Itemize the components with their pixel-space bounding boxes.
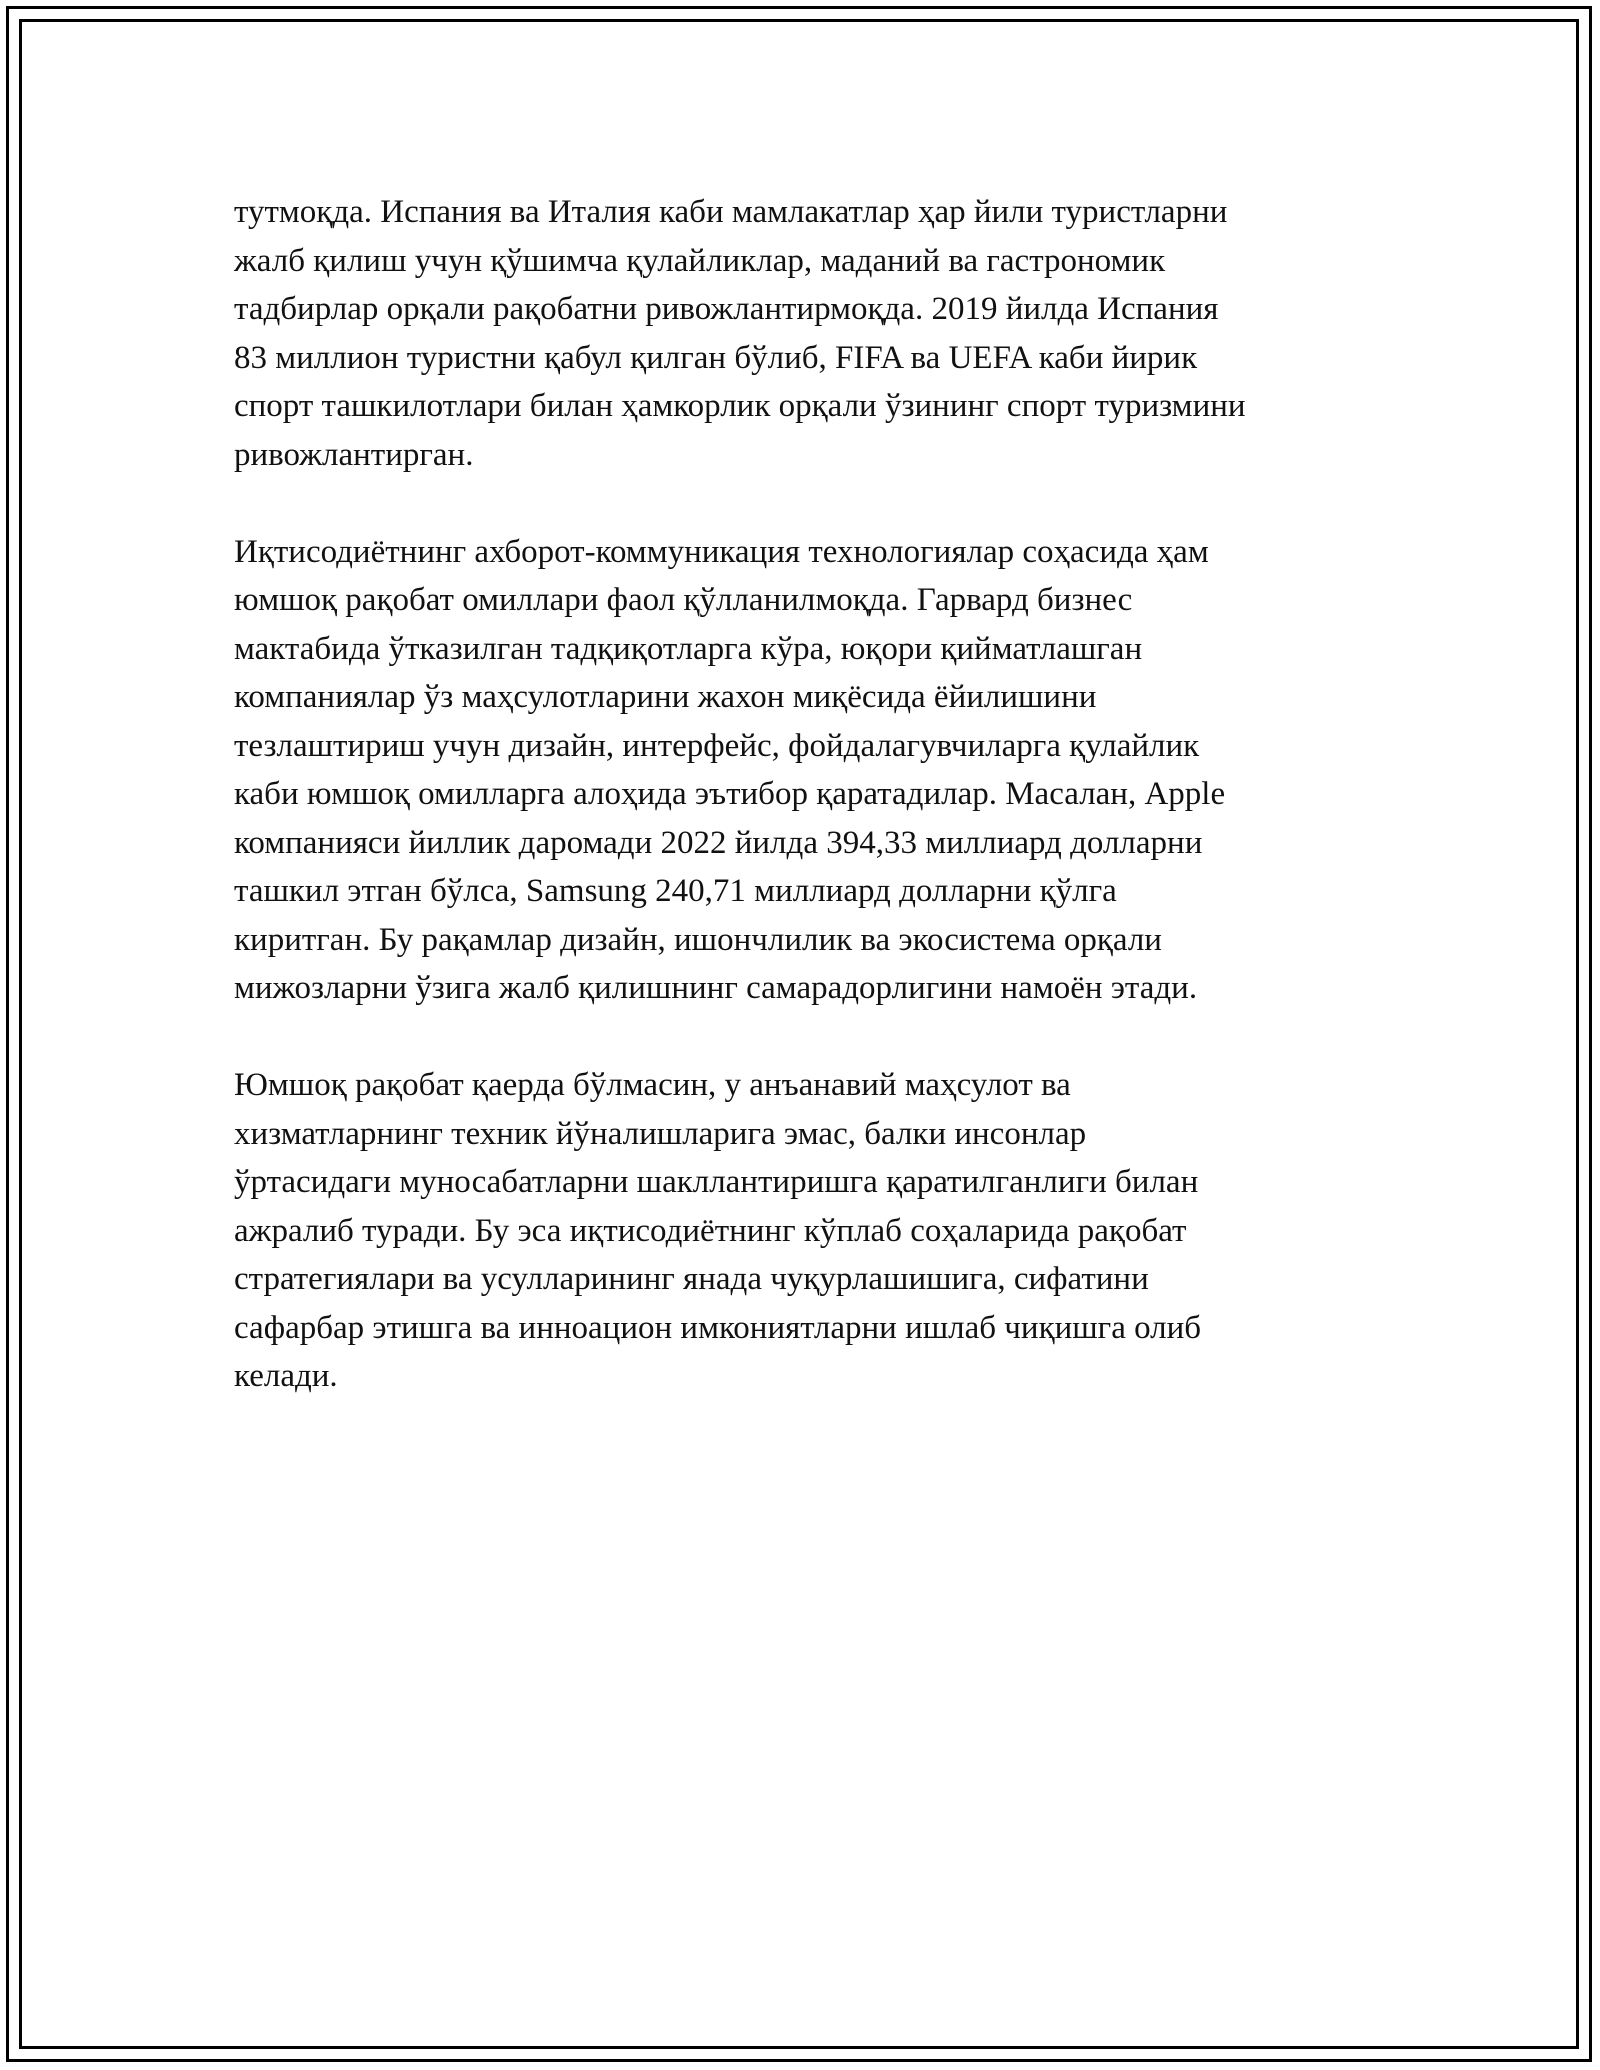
text-line: компанияси йиллик даромади 2022 йилда 394,33 миллиард долларни (234, 824, 1203, 861)
text-line: ташкил этган бўлса, Samsung 240,71 миллиард долларни қўлга (234, 873, 1117, 909)
text-line: тадбирлар орқали рақобатни ривожлантирмоқда. 2019 йилда Испания (234, 291, 1219, 327)
text-line: тутмоқда. Испания ва Италия каби мамлакатлар ҳар йили туристларни (234, 194, 1228, 230)
paragraph-soft-competition-summary (234, 1061, 1384, 1401)
text-line: сафарбар этишга ва инноацион имкониятларни ишлаб чиқишга олиб (234, 1309, 1202, 1346)
text-line: жалб қилиш учун қўшимча қулайликлар, маданий ва гастрономик (234, 242, 1166, 279)
text-line: ўртасидаги муносабатларни шакллантиришга қаратилганлиги билан (234, 1164, 1199, 1200)
text-line: киритган. Бу рақамлар дизайн, ишончлилик ва экосистема орқали (234, 921, 1162, 958)
text-line: стратегиялари ва усулларининг янада чуқурлашишига, сифатини (234, 1261, 1149, 1297)
text-line: спорт ташкилотлари билан ҳамкорлик орқали ўзининг спорт туризмини (234, 388, 1246, 424)
text-line: ажралиб туради. Бу эса иқтисодиётнинг кўплаб соҳаларида рақобат (234, 1212, 1187, 1249)
paragraph-ict-soft-competition (234, 528, 1384, 1013)
text-line: каби юмшоқ омилларга алоҳида эътибор қаратадилар. Масалан, Apple (234, 776, 1226, 812)
text-line: тезлаштириш учун дизайн, интерфейс, фойдалагувчиларга қулайлик (234, 727, 1200, 764)
text-line: 83 миллион туристни қабул қилган бўлиб, FIFA ва UEFA каби йирик (234, 339, 1198, 376)
document-body (234, 188, 1384, 1449)
text-line: компаниялар ўз маҳсулотларини жахон миқёсида ёйилишини (234, 679, 1097, 715)
text-line: Юмшоқ рақобат қаерда бўлмасин, у анъанавий маҳсулот ва (234, 1067, 1071, 1103)
paragraph-spain-italy-tourism (234, 188, 1384, 479)
text-line: Иқтисодиётнинг ахборот-коммуникация технологиялар соҳасида ҳам (234, 533, 1209, 570)
text-line: юмшоқ рақобат омиллари фаол қўлланилмоқда. Гарвард бизнес (234, 582, 1133, 618)
text-line: мактабида ўтказилган тадқиқотларга кўра, юқори қийматлашган (234, 630, 1143, 667)
text-line: келади. (234, 1358, 338, 1394)
text-line: хизматларнинг техник йўналишларига эмас, балки инсонлар (234, 1115, 1087, 1152)
text-line: ривожлантирган. (234, 436, 474, 473)
text-line: мижозларни ўзига жалб қилишнинг самарадорлигини намоён этади. (234, 970, 1198, 1006)
